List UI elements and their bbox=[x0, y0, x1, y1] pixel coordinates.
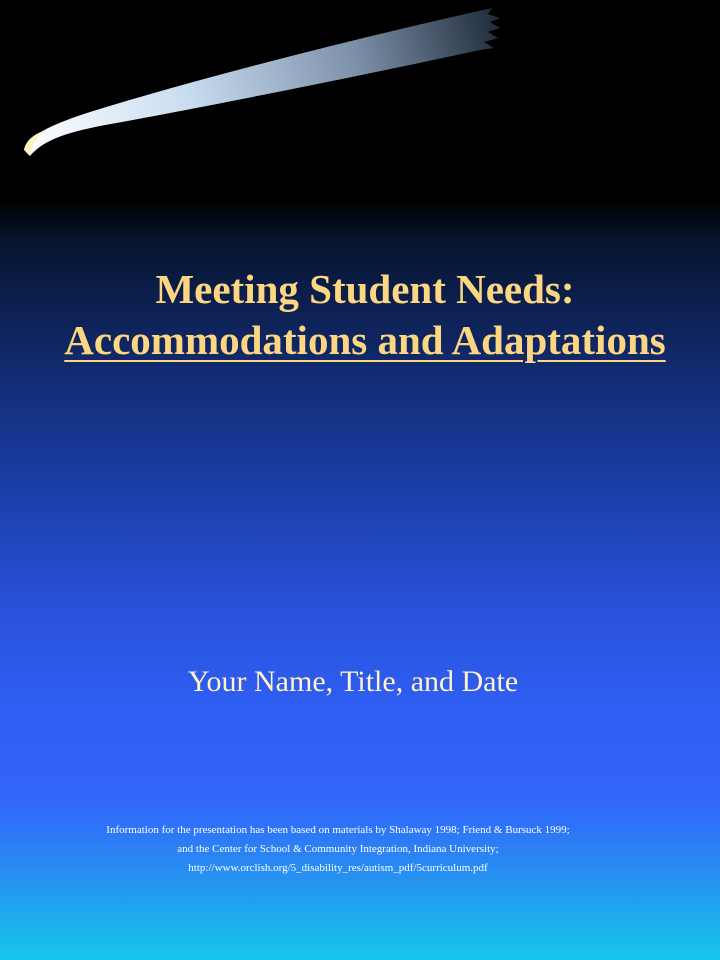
credits-line: and the Center for School & Community Integration, Indiana University; bbox=[177, 843, 499, 855]
slide-title-line2: Accommodations and Adaptations bbox=[64, 317, 666, 363]
slide-subtitle: Your Name, Title, and Date bbox=[187, 665, 519, 698]
credits-block bbox=[0, 821, 676, 878]
credits-line: Information for the presentation has been based on materials by Shalaway 1998; Friend & Bursuck 1999; bbox=[106, 824, 570, 836]
comet-icon bbox=[0, 0, 720, 200]
slide-title bbox=[0, 264, 720, 366]
slide-title-line1: Meeting Student Needs: bbox=[155, 266, 575, 312]
credits-url: http://www.orclish.org/5_disability_res/autism_pdf/5curriculum.pdf bbox=[188, 862, 488, 874]
